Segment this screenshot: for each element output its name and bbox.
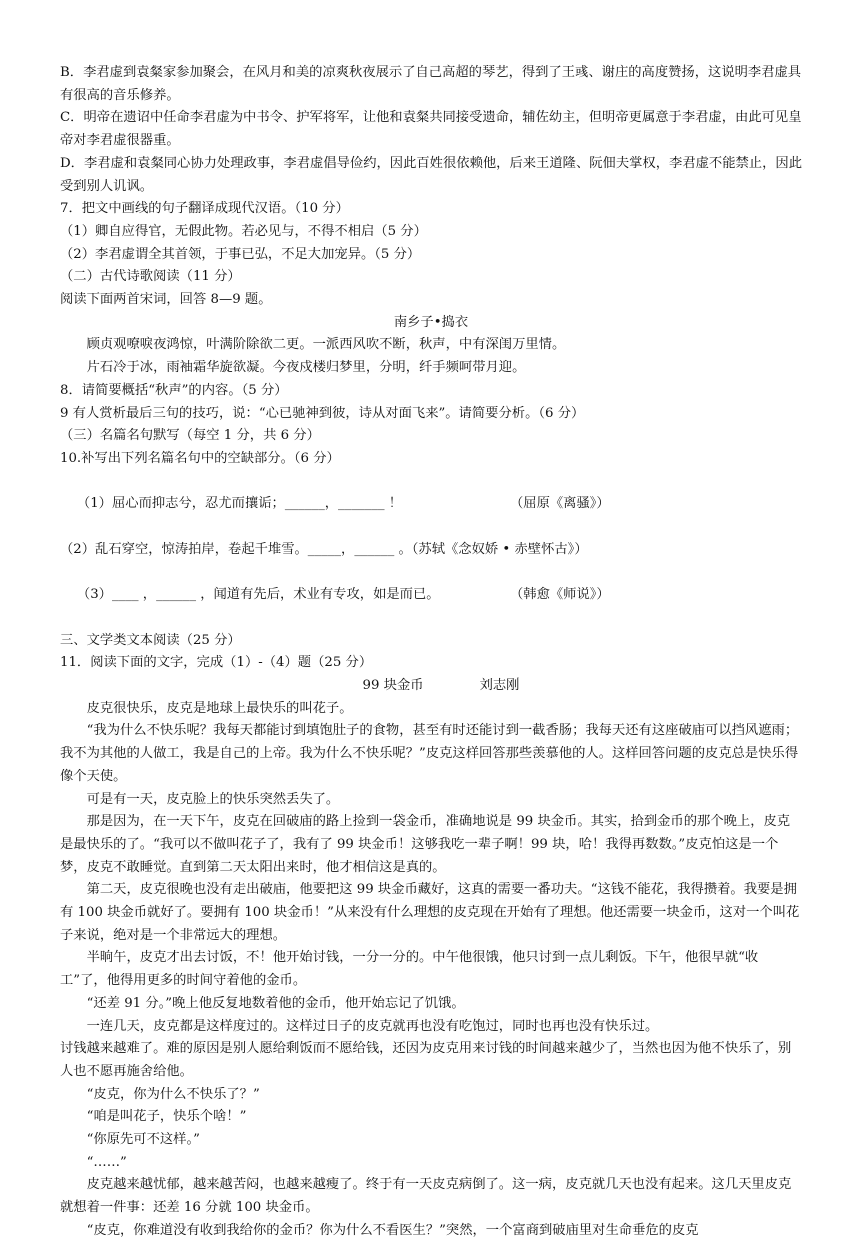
story-dialogue: “你原先可不这样。” [86,1132,200,1148]
section-heading-poetry: （二）古代诗歌阅读（11 分） [60,269,241,285]
story-paragraph: 半晌午，皮克才出去讨饭，不！他开始讨钱，一分一分的。中午他很饿，他只讨到一点儿剩饭。下午，他很早就“收工”了，他得用更多的时间守着他的金币。 [60,950,759,989]
dictation-row-1 [60,471,802,539]
story-paragraph: “还差 91 分。”晚上他反复地数着他的金币，他开始忘记了饥饿。 [86,995,465,1011]
story-paragraph: 那是因为，在一天下午，皮克在回破庙的路上捡到一袋金币，准确地说是 99 块金币。其实，拾到金币的那个晚上，皮克是最快乐的了。“我可以不做叫花子了，我有了 99 块金币！这够我吃一辈子啊！99 块，哈！我得再数数。”皮克怕这是一个梦，皮克不敢睡觉。直到第二天太阳出来时，他才相信这是真的。 [60,814,791,875]
story-paragraph: “我为什么不快乐呢？我每天都能讨到填饱肚子的食物，甚至有时还能讨到一截香肠；我每天还有这座破庙可以挡风遮雨；我不为其他的人做工，我是自己的上帝。我为什么不快乐呢？”皮克这样回答那些羡慕他的人。这样回答问题的皮克总是快乐得像个天使。 [60,723,799,784]
section-heading-dictation: （三）名篇名句默写（每空 1 分，共 6 分） [60,428,320,444]
option-d: D．李君虚和袁粲同心协力处理政事，李君虚倡导俭约，因此百姓很依赖他，后来王道隆、阮佃夫掌权，李君虚不能禁止，因此受到别人讥讽。 [60,155,802,194]
section-heading-literary: 三、文学类文本阅读（25 分） [60,632,241,648]
story-paragraph: 皮克很快乐，皮克是地球上最快乐的叫花子。 [86,700,353,716]
question-8: 8．请简要概括“秋声”的内容。（5 分） [60,382,288,398]
story-paragraph: 讨钱越来越难了。难的原因是别人愿给剩饭而不愿给钱，还因为皮克用来讨钱的时间越来越少了，当然也因为他不快乐了，别人也不愿再施舍给他。 [60,1041,792,1079]
poem-title: 南乡子•捣衣 [393,314,469,330]
question-7: 7．把文中画线的句子翻译成现代汉语。（10 分） [60,201,349,217]
story-paragraph: 一连几天，皮克都是这样度过的。这样过日子的皮克就再也没有吃饱过，同时也再也没有快乐过。 [86,1018,659,1034]
dictation-row-3-text: （3）____ ，______ ，闻道有先后，术业有专攻，如是而已。 [76,587,440,603]
question-7-item-1: （1）卿自应得官，无假此物。若必见与，不得不相启（5 分） [60,223,427,239]
option-b: B．李君虚到袁粲家参加聚会，在风月和美的凉爽秋夜展示了自己高超的琴艺，得到了王彧、谢庄的高度赞扬，这说明李君虚具有很高的音乐修养。 [60,65,802,103]
question-10: 10.补写出下列名篇名句中的空缺部分。（6 分） [60,450,340,466]
poem-line-1: 顾贞观嘹唳夜鸿惊，叶满阶除欲二更。一派西风吹不断，秋声，中有深闺万里情。 [86,337,566,353]
story-dialogue: “咱是叫花子，快乐个啥！” [86,1109,247,1125]
poem-line-2: 片石冷于冰，雨袖霜华旋欲凝。今夜戍楼归梦里，分明，纤手频呵带月迎。 [86,360,526,376]
document-page [60,62,802,1243]
story-title: 99 块金币 [362,677,424,693]
story-dialogue: “皮克，你为什么不快乐了？” [86,1086,260,1102]
story-title-row [60,675,802,698]
question-11: 11．阅读下面的文字，完成（1）-（4）题（25 分） [60,655,373,671]
dictation-row-1-text: （1）屈心而抑志兮，忍尤而攘诟；______，_______ ！ [76,496,403,512]
question-9: 9 有人赏析最后三句的技巧，说：“心已驰神到彼，诗从对面飞来”。请简要分析。（6 分） [60,405,585,421]
poetry-intro: 阅读下面两首宋词，回答 8—9 题。 [60,292,272,308]
story-paragraph: “皮克，你难道没有收到我给你的金币？你为什么不看医生？”突然，一个富商到破庙里对生命垂危的皮克 [86,1222,699,1238]
story-dialogue: “……” [86,1154,127,1170]
story-paragraph: 皮克越来越忧郁，越来越苦闷，也越来越瘦了。终于有一天皮克病倒了。这一病，皮克就几天也没有起来。这几天里皮克就想着一件事：还差 16 分就 100 块金币。 [60,1177,792,1216]
dictation-row-3-source: （韩愈《师说》） [510,587,610,603]
dictation-row-2: （2）乱石穿空，惊涛拍岸，卷起千堆雪。_____，______ 。（苏轼《念奴娇 • 赤壁怀古》） [60,541,588,557]
question-7-item-2: （2）李君虚谓全其首领，于事已弘，不足大加宠异。（5 分） [60,246,421,262]
dictation-row-3 [60,561,802,629]
story-paragraph: 可是有一天，皮克脸上的快乐突然丢失了。 [86,791,340,807]
story-paragraph: 第二天，皮克很晚也没有走出破庙，他要把这 99 块金币藏好，这真的需要一番功夫。“这钱不能花，我得攒着。我要是拥有 100 块金币就好了。要拥有 100 块金币！”从来没有什么理想的皮克现在开始有了理想。他还需要一块金币，这对一个叫花子来说，绝对是一个非常远大的理想。 [60,882,800,943]
story-author: 刘志刚 [479,677,520,693]
dictation-row-1-source: （屈原《离骚》） [510,496,610,512]
option-c: C．明帝在遗诏中任命李君虚为中书令、护军将军，让他和袁粲共同接受遗命，辅佐幼主，但明帝更属意于李君虚，由此可见皇帝对李君虚很器重。 [60,110,802,149]
